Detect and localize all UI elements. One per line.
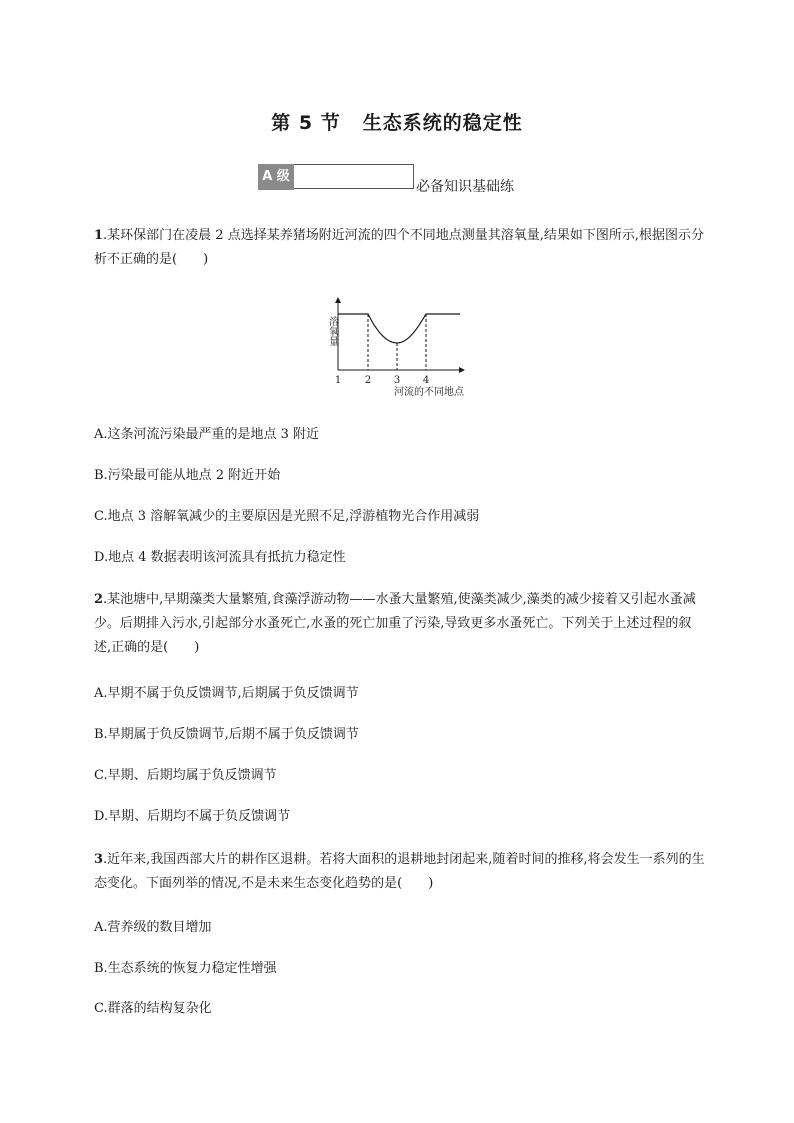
dissolved-oxygen-chart (318, 292, 478, 400)
question-3-option-c: C.群落的结构复杂化 (94, 1001, 212, 1016)
question-2-option-c: C.早期、后期均属于负反馈调节 (94, 768, 277, 783)
x-axis-label: 河流的不同地点 (394, 387, 464, 398)
question-2-option-a: A.早期不属于负反馈调节,后期属于负反馈调节 (94, 686, 359, 701)
question-1-number: 1 (94, 228, 104, 243)
level-label: 必备知识基础练 (416, 179, 514, 195)
question-3-stem (94, 848, 706, 896)
question-1-option-a: A.这条河流污染最严重的是地点 3 附近 (94, 427, 320, 442)
question-1-option-b: B.污染最可能从地点 2 附近开始 (94, 468, 281, 483)
level-box (294, 164, 414, 189)
question-1-option-c: C.地点 3 溶解氧减少的主要原因是光照不足,浮游植物光合作用减弱 (94, 509, 480, 524)
question-3-number: 3 (94, 852, 104, 867)
x-tick-2: 2 (364, 375, 372, 386)
section-number: 第 5 节 (271, 112, 341, 134)
question-3-text: .近年来,我国西部大片的耕作区退耕。若将大面积的退耕地封闭起来,随着时间的推移,将会发生一系列的生态变化。下面列举的情况,不是未来生态变化趋势的是( ) (94, 852, 705, 891)
question-2-option-d: D.早期、后期均不属于负反馈调节 (94, 809, 291, 824)
question-2-stem (94, 588, 706, 660)
question-3-option-a: A.营养级的数目增加 (94, 920, 212, 935)
x-tick-3: 3 (393, 375, 401, 386)
oxygen-curve (338, 314, 460, 343)
section-name: 生态系统的稳定性 (362, 112, 523, 134)
level-banner (258, 164, 514, 195)
question-2-option-b: B.早期属于负反馈调节,后期不属于负反馈调节 (94, 727, 359, 742)
x-tick-4: 4 (422, 375, 430, 386)
question-1-option-d: D.地点 4 数据表明该河流具有抵抗力稳定性 (94, 550, 346, 565)
question-2-number: 2 (94, 592, 104, 607)
question-2-text: .某池塘中,早期藻类大量繁殖,食藻浮游动物——水蚤大量繁殖,使藻类减少,藻类的减少接着又引起水蚤减少。后期排入污水,引起部分水蚤死亡,水蚤的死亡加重了污染,导致更多水蚤死亡。下列关于上述过程的叙述,正确的是( ) (94, 592, 696, 655)
y-axis-label: 溶氧量 (326, 316, 338, 346)
level-badge: A 级 (258, 164, 294, 190)
question-1-text: .某环保部门在凌晨 2 点选择某养猪场附近河流的四个不同地点测量其溶氧量,结果如下图所示,根据图示分析不正确的是( ) (94, 228, 704, 267)
question-3-option-b: B.生态系统的恢复力稳定性增强 (94, 961, 277, 976)
x-tick-1: 1 (334, 375, 342, 386)
question-1-stem (94, 224, 706, 272)
page-title (0, 108, 794, 135)
